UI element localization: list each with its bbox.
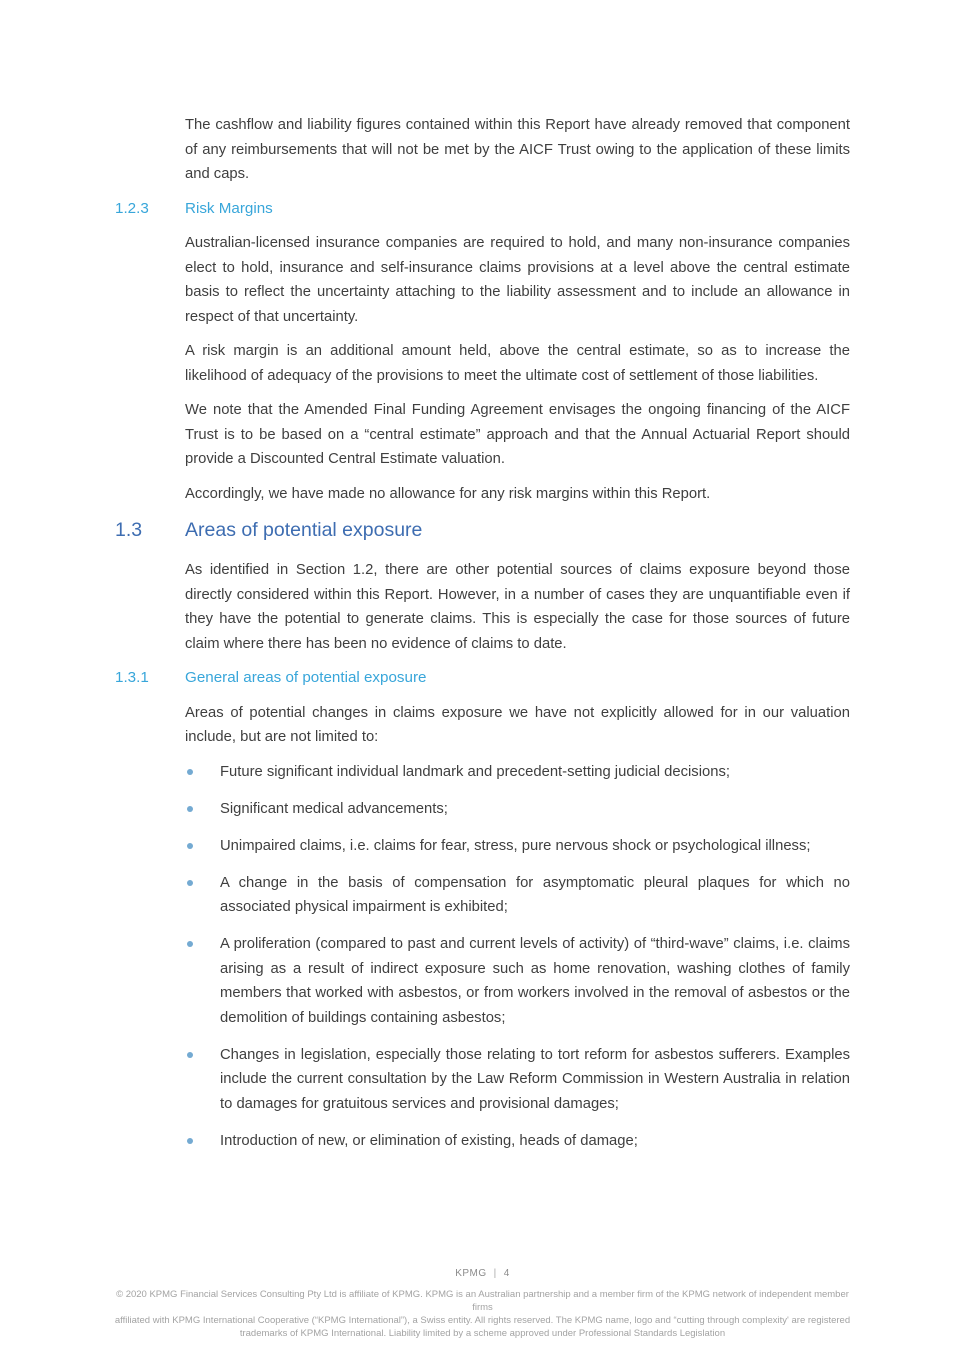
footer-separator: | [493, 1268, 497, 1279]
page-number: 4 [503, 1268, 510, 1279]
list-item [185, 760, 850, 785]
list-item-text: Future significant individual landmark and precedent-setting judicial decisions; [220, 763, 730, 780]
bullet-icon [187, 843, 193, 849]
copyright-line: © 2020 KPMG Financial Services Consulting Pty Ltd is affiliate of KPMG. KPMG is an Australian partnership and a member firm of the KPMG network of independent member firms [116, 1289, 849, 1313]
bullet-icon [187, 769, 193, 775]
bullet-icon [187, 941, 193, 947]
bullet-icon [187, 806, 193, 812]
list-item [185, 871, 850, 920]
section-number: 1.3 [115, 519, 143, 541]
paragraph: We note that the Amended Final Funding Agreement envisages the ongoing financing of the AICF Trust is to be based on a “central estimate” approach and that the Annual Actuarial Report should provide a Discounted Central Estimate valuation. [185, 402, 850, 467]
paragraph: A risk margin is an additional amount held, above the central estimate, so as to increase the likelihood of adequacy of the provisions to meet the ultimate cost of settlement of those liabilities. [185, 343, 850, 384]
paragraph: Areas of potential changes in claims exposure we have not explicitly allowed for in our valuation include, but are not limited to: [185, 704, 850, 745]
copyright-line: trademarks of KPMG International. Liability limited by a scheme approved under Professional Standards Legislation [239, 1328, 726, 1339]
section-heading-1-3 [115, 516, 850, 544]
lead-paragraph: The cashflow and liability figures contained within this Report have already removed that component of any reimbursements that will not be met by the AICF Trust owing to the application of these limits and caps. [185, 117, 850, 182]
list-item-text: Introduction of new, or elimination of existing, heads of damage; [220, 1132, 638, 1149]
copyright-line: affiliated with KPMG International Cooperative (“KPMG International”), a Swiss entity. All rights reserved. The KPMG name, logo and “cutting through complexity' are registered [114, 1315, 851, 1326]
bullet-icon [187, 880, 193, 886]
section-heading-1-2-3 [115, 197, 850, 222]
list-item [185, 1129, 850, 1154]
list-item-text: A change in the basis of compensation for asymptomatic pleural plaques for which no associated physical impairment is exhibited; [220, 874, 850, 915]
section-title: Areas of potential exposure [185, 519, 423, 541]
section-title: General areas of potential exposure [185, 669, 427, 686]
list-item-text: A proliferation (compared to past and current levels of activity) of “third-wave” claims, i.e. claims arising as a result of indirect exposure such as home renovation, washing clothes of family members that worked with asbestos, or from workers involved in the removal of asbestos or the demolition of buildings containing asbestos; [220, 936, 850, 1026]
list-item [185, 1043, 850, 1117]
section-heading-1-3-1 [115, 666, 850, 691]
list-item-text: Significant medical advancements; [220, 800, 448, 817]
bullet-icon [187, 1052, 193, 1058]
copyright-notice [113, 1288, 853, 1340]
paragraph: As identified in Section 1.2, there are other potential sources of claims exposure beyond those directly considered within this Report. However, in a number of cases they are unquantifiable even if they have the potential to generate claims. This is especially the case for those sources of future claim where there has been no evidence of claims to date. [185, 562, 850, 652]
bullet-list [115, 760, 850, 1154]
section-number: 1.3.1 [115, 669, 149, 686]
bullet-icon [187, 1138, 193, 1144]
list-item [185, 834, 850, 859]
list-item [185, 932, 850, 1030]
paragraph: Australian-licensed insurance companies are required to hold, and many non-insurance companies elect to hold, insurance and self-insurance claims provisions at a level above the central estimate basis to reflect the uncertainty attaching to the liability assessment and to include an allowance in respect of that uncertainty. [185, 235, 850, 325]
list-item [185, 797, 850, 822]
footer-brand: KPMG [455, 1268, 487, 1279]
page-number-line [0, 1268, 965, 1279]
list-item-text: Unimpaired claims, i.e. claims for fear, stress, pure nervous shock or psychological illness; [220, 837, 811, 854]
list-item-text: Changes in legislation, especially those relating to tort reform for asbestos sufferers. Examples include the current consultation by the Law Reform Commission in Western Australia in relation to damages for gratuitous services and provisional damages; [220, 1046, 850, 1112]
section-number: 1.2.3 [115, 199, 149, 217]
section-title: Risk Margins [185, 199, 273, 217]
page-footer [0, 1268, 965, 1340]
paragraph: Accordingly, we have made no allowance for any risk margins within this Report. [185, 485, 711, 502]
